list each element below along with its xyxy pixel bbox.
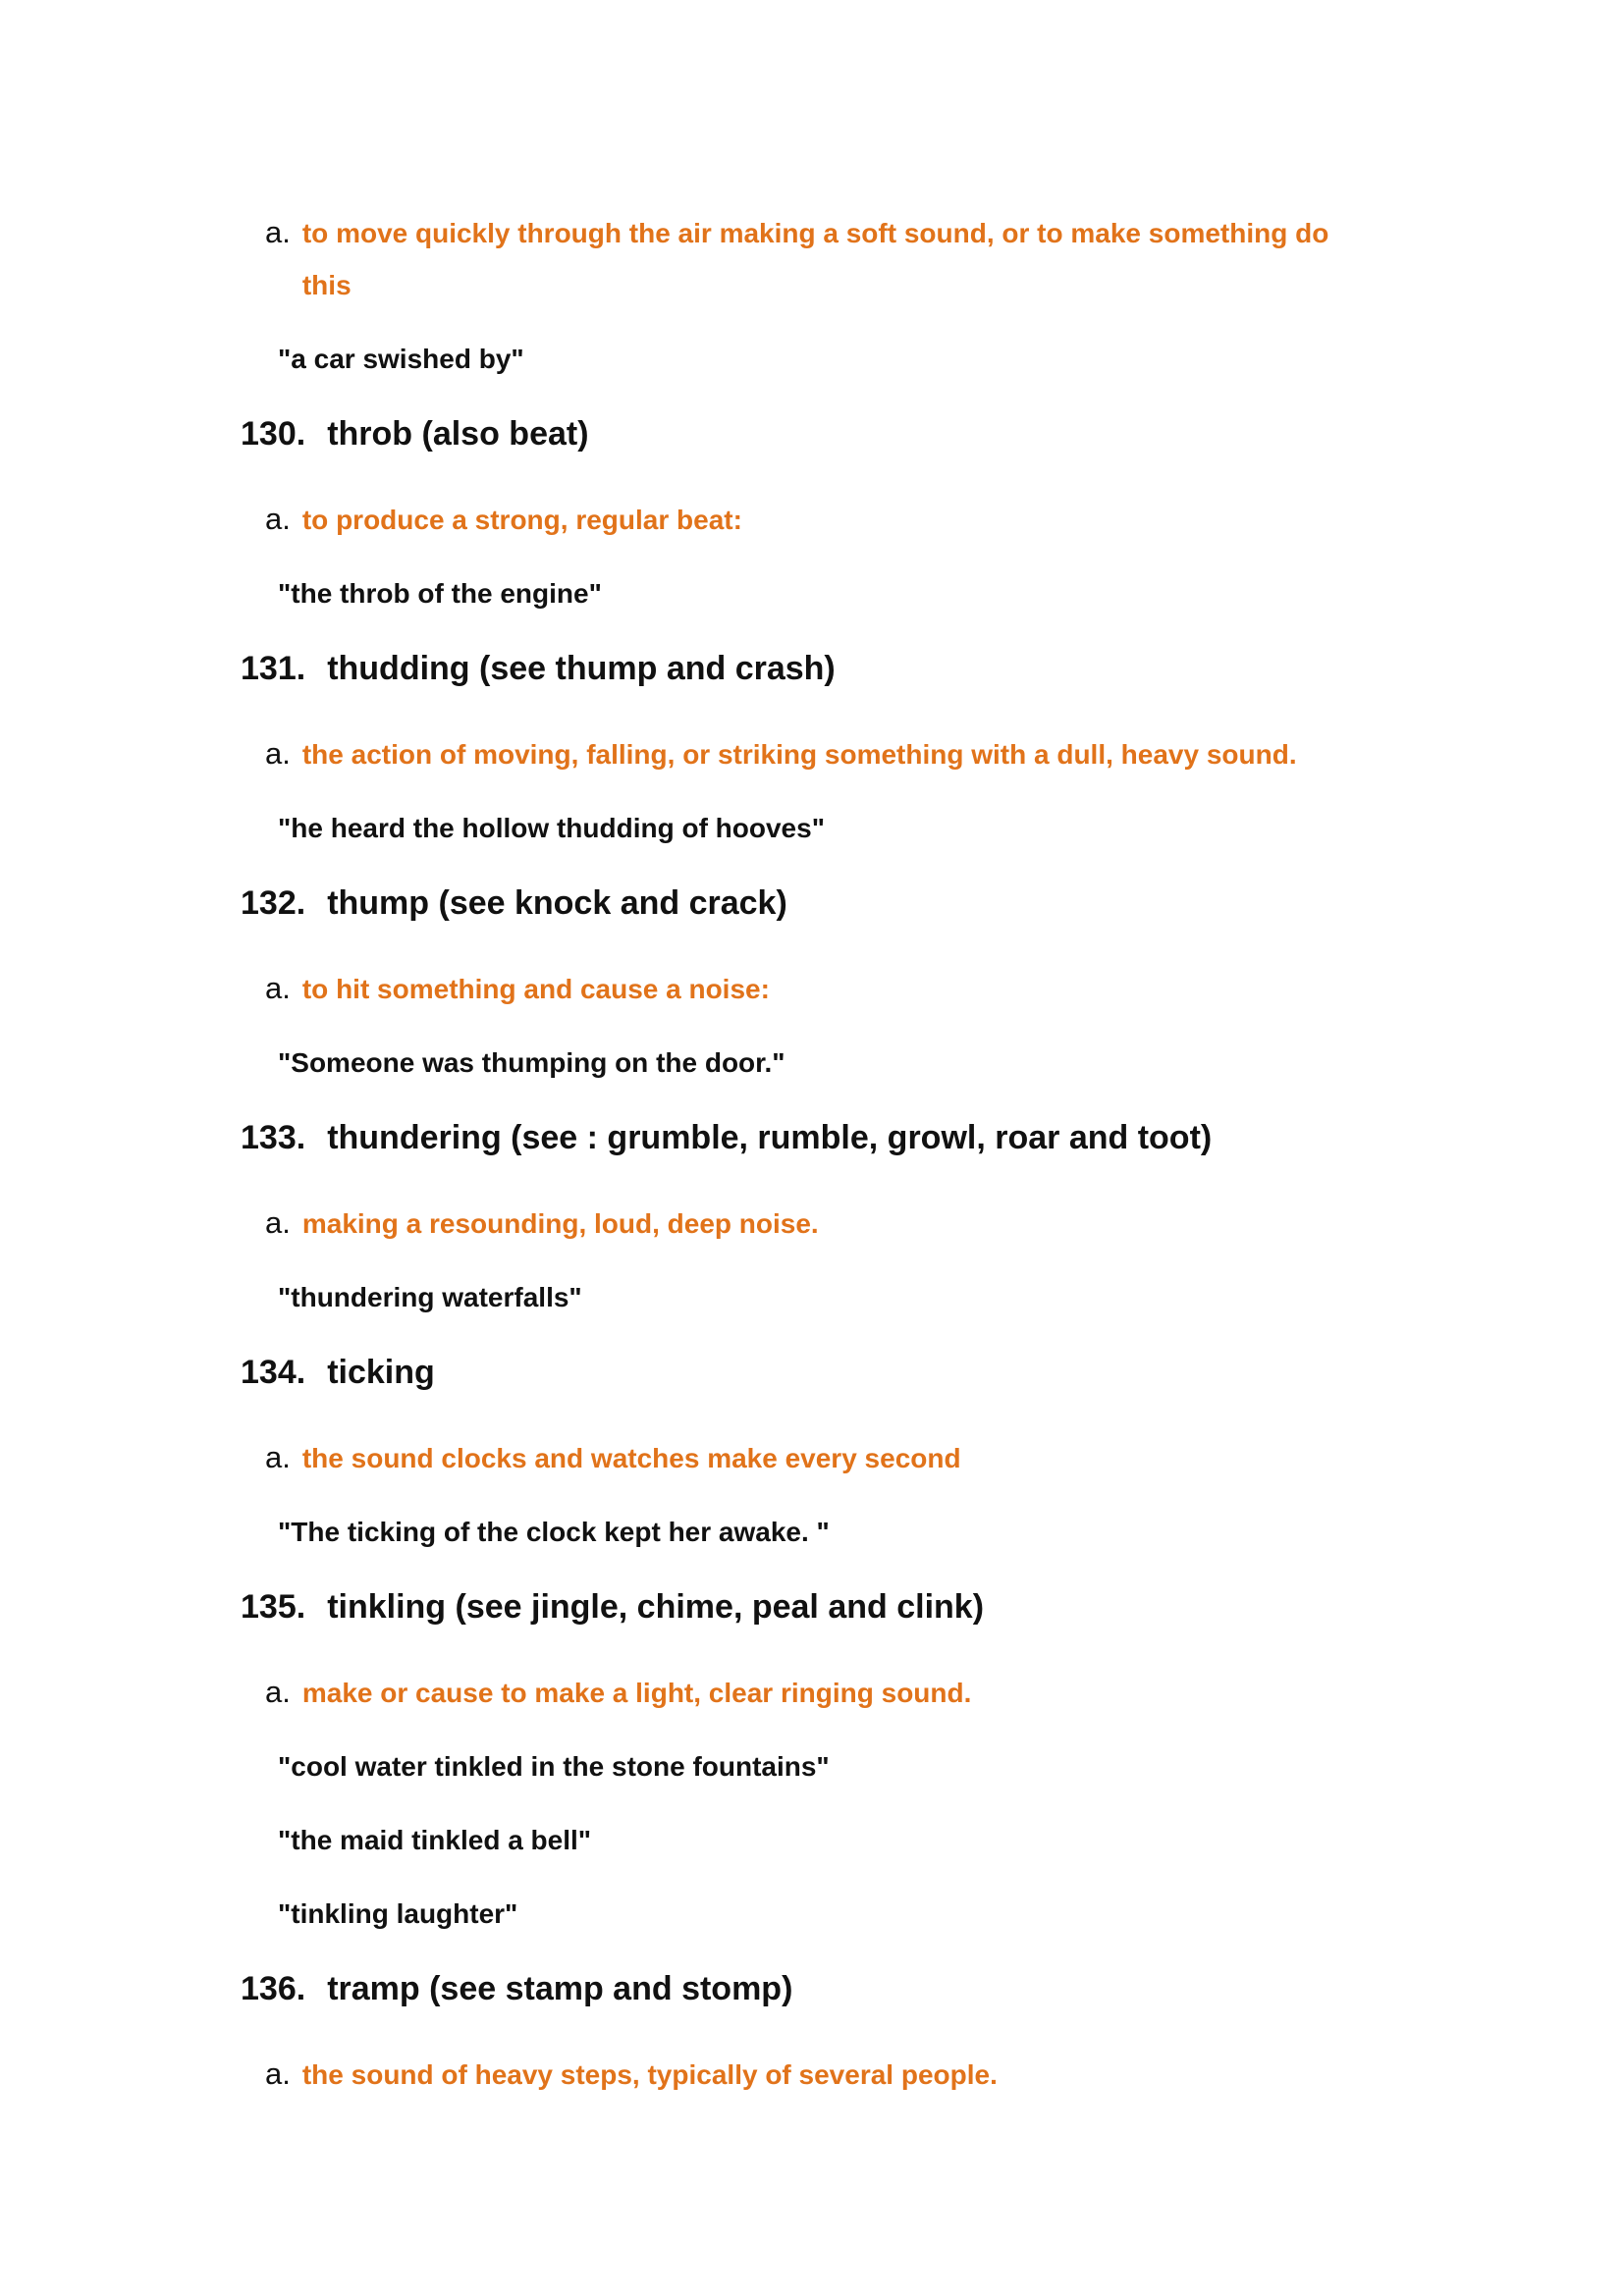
entry-number: 131.: [241, 650, 306, 687]
definition-marker: a.: [265, 502, 291, 536]
entry-heading: [241, 1961, 1565, 2010]
definition-text: make or cause to make a light, clear ringing sound.: [301, 1678, 972, 1708]
example-quote: "the throb of the engine": [278, 578, 602, 609]
glossary-entry-130: [241, 406, 1565, 619]
definition-text: to hit something and cause a noise:: [301, 974, 770, 1004]
example-quote: "the maid tinkled a bell": [278, 1825, 592, 1855]
definition-marker: a.: [265, 1205, 291, 1240]
entry-term: thundering (see : grumble, rumble, growl, roar and toot): [327, 1119, 1213, 1156]
definition-marker: a.: [265, 1675, 291, 1709]
entry-term: tramp (see stamp and stomp): [327, 1970, 793, 2007]
entry-number: 134.: [241, 1354, 306, 1391]
glossary-entry-131: [241, 641, 1565, 854]
entry-heading: [241, 1579, 1565, 1629]
entry-term: thudding (see thump and crash): [327, 650, 836, 687]
glossary-entry-132: [241, 876, 1565, 1089]
definition-text: the sound clocks and watches make every second: [301, 1443, 961, 1473]
entry-heading: [241, 641, 1565, 690]
definition-marker: a.: [265, 2056, 291, 2091]
definition-item: [241, 1431, 1565, 1484]
definition-item: [241, 1666, 1565, 1719]
definition-text: making a resounding, loud, deep noise.: [301, 1208, 819, 1239]
example-quote: "a car swished by": [278, 344, 524, 374]
definition-text: the action of moving, falling, or striking something with a dull, heavy sound.: [301, 739, 1297, 770]
definition-marker: a.: [265, 215, 291, 249]
glossary-entry-intro: [241, 206, 1565, 385]
glossary-entry-135: [241, 1579, 1565, 1940]
example-quote: "tinkling laughter": [278, 1898, 518, 1929]
example-quote: "thundering waterfalls": [278, 1282, 582, 1312]
definition-item: [241, 206, 1565, 311]
glossary-entry-134: [241, 1345, 1565, 1558]
example-quote: "cool water tinkled in the stone fountains": [278, 1751, 830, 1782]
entry-number: 133.: [241, 1119, 306, 1156]
definition-item: [241, 962, 1565, 1015]
entry-heading: [241, 1345, 1565, 1394]
definition-marker: a.: [265, 1440, 291, 1474]
entry-term: throb (also beat): [327, 415, 589, 453]
entry-heading: [241, 406, 1565, 455]
definition-item: [241, 1197, 1565, 1250]
example-quote: "Someone was thumping on the door.": [278, 1047, 785, 1078]
entry-term: thump (see knock and crack): [327, 884, 787, 922]
definition-item: [241, 493, 1565, 546]
definition-text: the sound of heavy steps, typically of several people.: [301, 2059, 998, 2090]
entry-term: tinkling (see jingle, chime, peal and clink): [327, 1588, 985, 1626]
example-quote: "The ticking of the clock kept her awake. ": [278, 1517, 830, 1547]
entry-number: 130.: [241, 415, 306, 453]
entry-heading: [241, 876, 1565, 925]
glossary-entry-136: [241, 1961, 1565, 2101]
definition-item: [241, 727, 1565, 780]
entry-term: ticking: [327, 1354, 435, 1391]
glossary-entry-133: [241, 1110, 1565, 1323]
definition-marker: a.: [265, 971, 291, 1005]
definition-item: [241, 2048, 1565, 2101]
example-quote: "he heard the hollow thudding of hooves": [278, 813, 825, 843]
entry-number: 136.: [241, 1970, 306, 2007]
entry-number: 135.: [241, 1588, 306, 1626]
entry-number: 132.: [241, 884, 306, 922]
definition-marker: a.: [265, 736, 291, 771]
entry-heading: [241, 1110, 1565, 1159]
definition-text: to produce a strong, regular beat:: [301, 505, 742, 535]
definition-text: to move quickly through the air making a soft sound, or to make something do this: [301, 218, 1329, 300]
